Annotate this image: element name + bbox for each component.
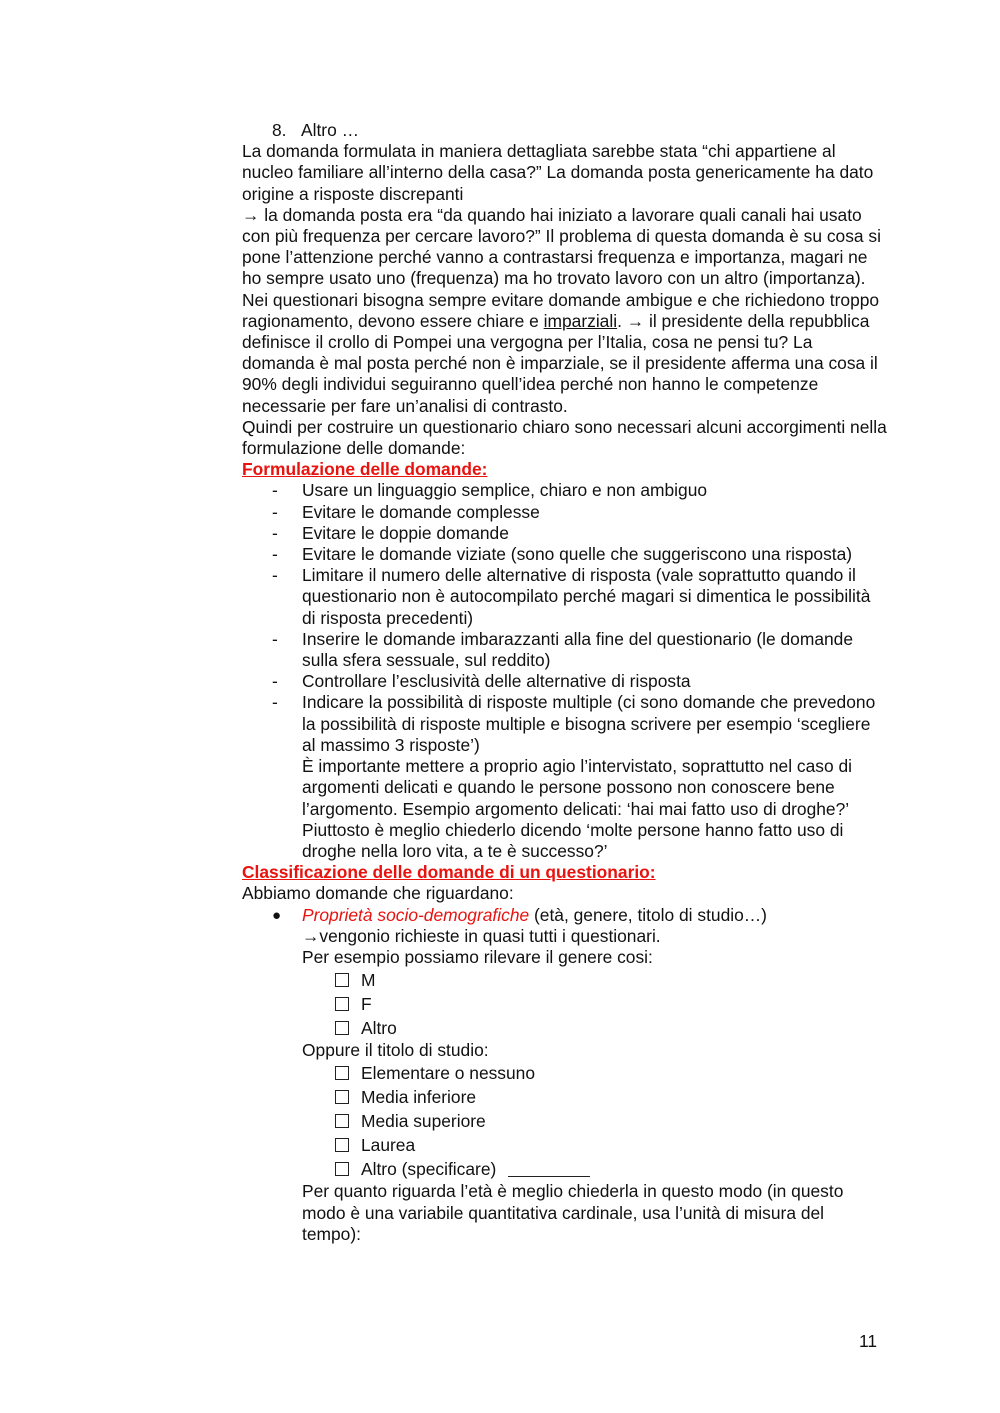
paragraph: Per quanto riguarda l’età è meglio chiederla in questo modo (in questo modo è una variabile quantitativa cardinale, usa l’unità di misura del tempo): — [302, 1181, 844, 1244]
list-item: - Evitare le domande complesse — [272, 501, 540, 522]
list-item: - Inserire le domande imbarazzanti alla fine del questionario (le domande sulla sfera sessuale, sul reddito) — [272, 628, 854, 671]
page-content — [242, 120, 887, 1245]
checkbox-option[interactable]: Altro — [335, 1016, 887, 1040]
list-note: È importante mettere a proprio agio l’intervistato, soprattutto nel caso di argomenti delicati e quando le persone possono non conoscere bene l’argomento. Esempio argomento delicati: ‘hai mai fatto uso di droghe?’ Piuttosto è meglio chiederlo dicendo ‘molte persone hanno fatto uso di droghe nella loro vita, a te è successo?’ — [302, 756, 853, 861]
checkbox-option[interactable]: Laurea — [335, 1133, 887, 1157]
paragraph: Abbiamo domande che riguardano: — [242, 883, 514, 904]
list-item-8 — [242, 120, 887, 141]
paragraph: Quindi per costruire un questionario chiaro sono necessari alcuni accorgimenti nella formulazione delle domande: — [242, 416, 887, 459]
gender-checkbox-list — [242, 968, 887, 1040]
page-number: 11 — [859, 1331, 878, 1351]
list-number: 8. — [272, 120, 287, 140]
checkbox-icon[interactable] — [335, 973, 349, 987]
checkbox-icon[interactable] — [335, 1138, 349, 1152]
paragraph: → la domanda posta era “da quando hai iniziato a lavorare quali canali hai usato con più frequenza per cercare lavoro?” Il problema di questa domanda è su cosa si pone l’attenzione perché vanno a contrastarsi frequenza e importanza, magari ne ho sempre usato uno (frequenza) ma ho trovato lavoro con un altro (importanza). — [242, 204, 881, 289]
paragraph: Nei questionari bisogna sempre evitare domande ambigue e che richiedono troppo ragionamento, devono essere chiare e imparziali. → il presidente della repubblica definisce il crollo di Pompei una vergogna per l’Italia, cosa ne pensi tu? La domanda è mal posta perché non è imparziale, se il presidente afferma una cosa il 90% degli individui seguiranno quell’idea perché non hanno le competenze necessarie per fare un’analisi di contrasto. — [242, 289, 880, 416]
checkbox-icon[interactable] — [335, 1162, 349, 1176]
checkbox-icon[interactable] — [335, 1090, 349, 1104]
rules-list — [242, 480, 887, 862]
bullet-item: ● Proprietà socio-demografiche (età, genere, titolo di studio…) — [272, 904, 767, 925]
paragraph: →vengonio richieste in quasi tutti i questionari. — [302, 925, 661, 946]
checkbox-option[interactable]: M — [335, 968, 887, 992]
checkbox-option[interactable]: Elementare o nessuno — [335, 1061, 887, 1085]
checkbox-icon[interactable] — [335, 997, 349, 1011]
list-item: - Evitare le domande viziate (sono quelle che suggeriscono una risposta) — [272, 544, 853, 565]
list-item: - Indicare la possibilità di risposte multiple (ci sono domande che prevedono la possibilità di risposte multiple e bisogna scrivere per esempio ‘scegliere al massimo 3 risposte’) — [272, 692, 876, 755]
checkbox-option[interactable]: Media superiore — [335, 1109, 887, 1133]
list-item: - Controllare l’esclusività delle alternative di risposta — [272, 671, 691, 692]
underlined-word: imparziali — [543, 310, 618, 331]
checkbox-icon[interactable] — [335, 1021, 349, 1035]
paragraph: Oppure il titolo di studio: — [302, 1040, 489, 1061]
checkbox-icon[interactable] — [335, 1066, 349, 1080]
checkbox-option[interactable]: Media inferiore — [335, 1085, 887, 1109]
list-text: Altro … — [301, 120, 359, 140]
checkbox-option[interactable]: Altro (specificare) — [335, 1157, 887, 1181]
paragraph: Per esempio possiamo rilevare il genere cosi: — [302, 946, 653, 967]
list-item: - Usare un linguaggio semplice, chiaro e non ambiguo — [272, 480, 708, 501]
italic-term: Proprietà socio-demografiche — [302, 904, 530, 925]
bullet-icon: ● — [272, 906, 282, 924]
checkbox-icon[interactable] — [335, 1114, 349, 1128]
fill-in-blank[interactable] — [508, 1162, 590, 1177]
list-item: - Limitare il numero delle alternative di risposta (vale soprattutto quando il questionario non è autocompilato perché magari si dimentica le possibilità di risposta precedenti) — [272, 565, 871, 628]
section-heading: Classificazione delle domande di un questionario: — [242, 862, 656, 883]
paragraph: La domanda formulata in maniera dettagliata sarebbe stata “chi appartiene al nucleo familiare all’interno della casa?” La domanda posta genericamente ha dato origine a risposte discrepanti — [242, 141, 874, 204]
section-heading: Formulazione delle domande: — [242, 459, 488, 480]
study-checkbox-list — [242, 1061, 887, 1181]
checkbox-option[interactable]: F — [335, 992, 887, 1016]
list-item: - Evitare le doppie domande — [272, 522, 509, 543]
